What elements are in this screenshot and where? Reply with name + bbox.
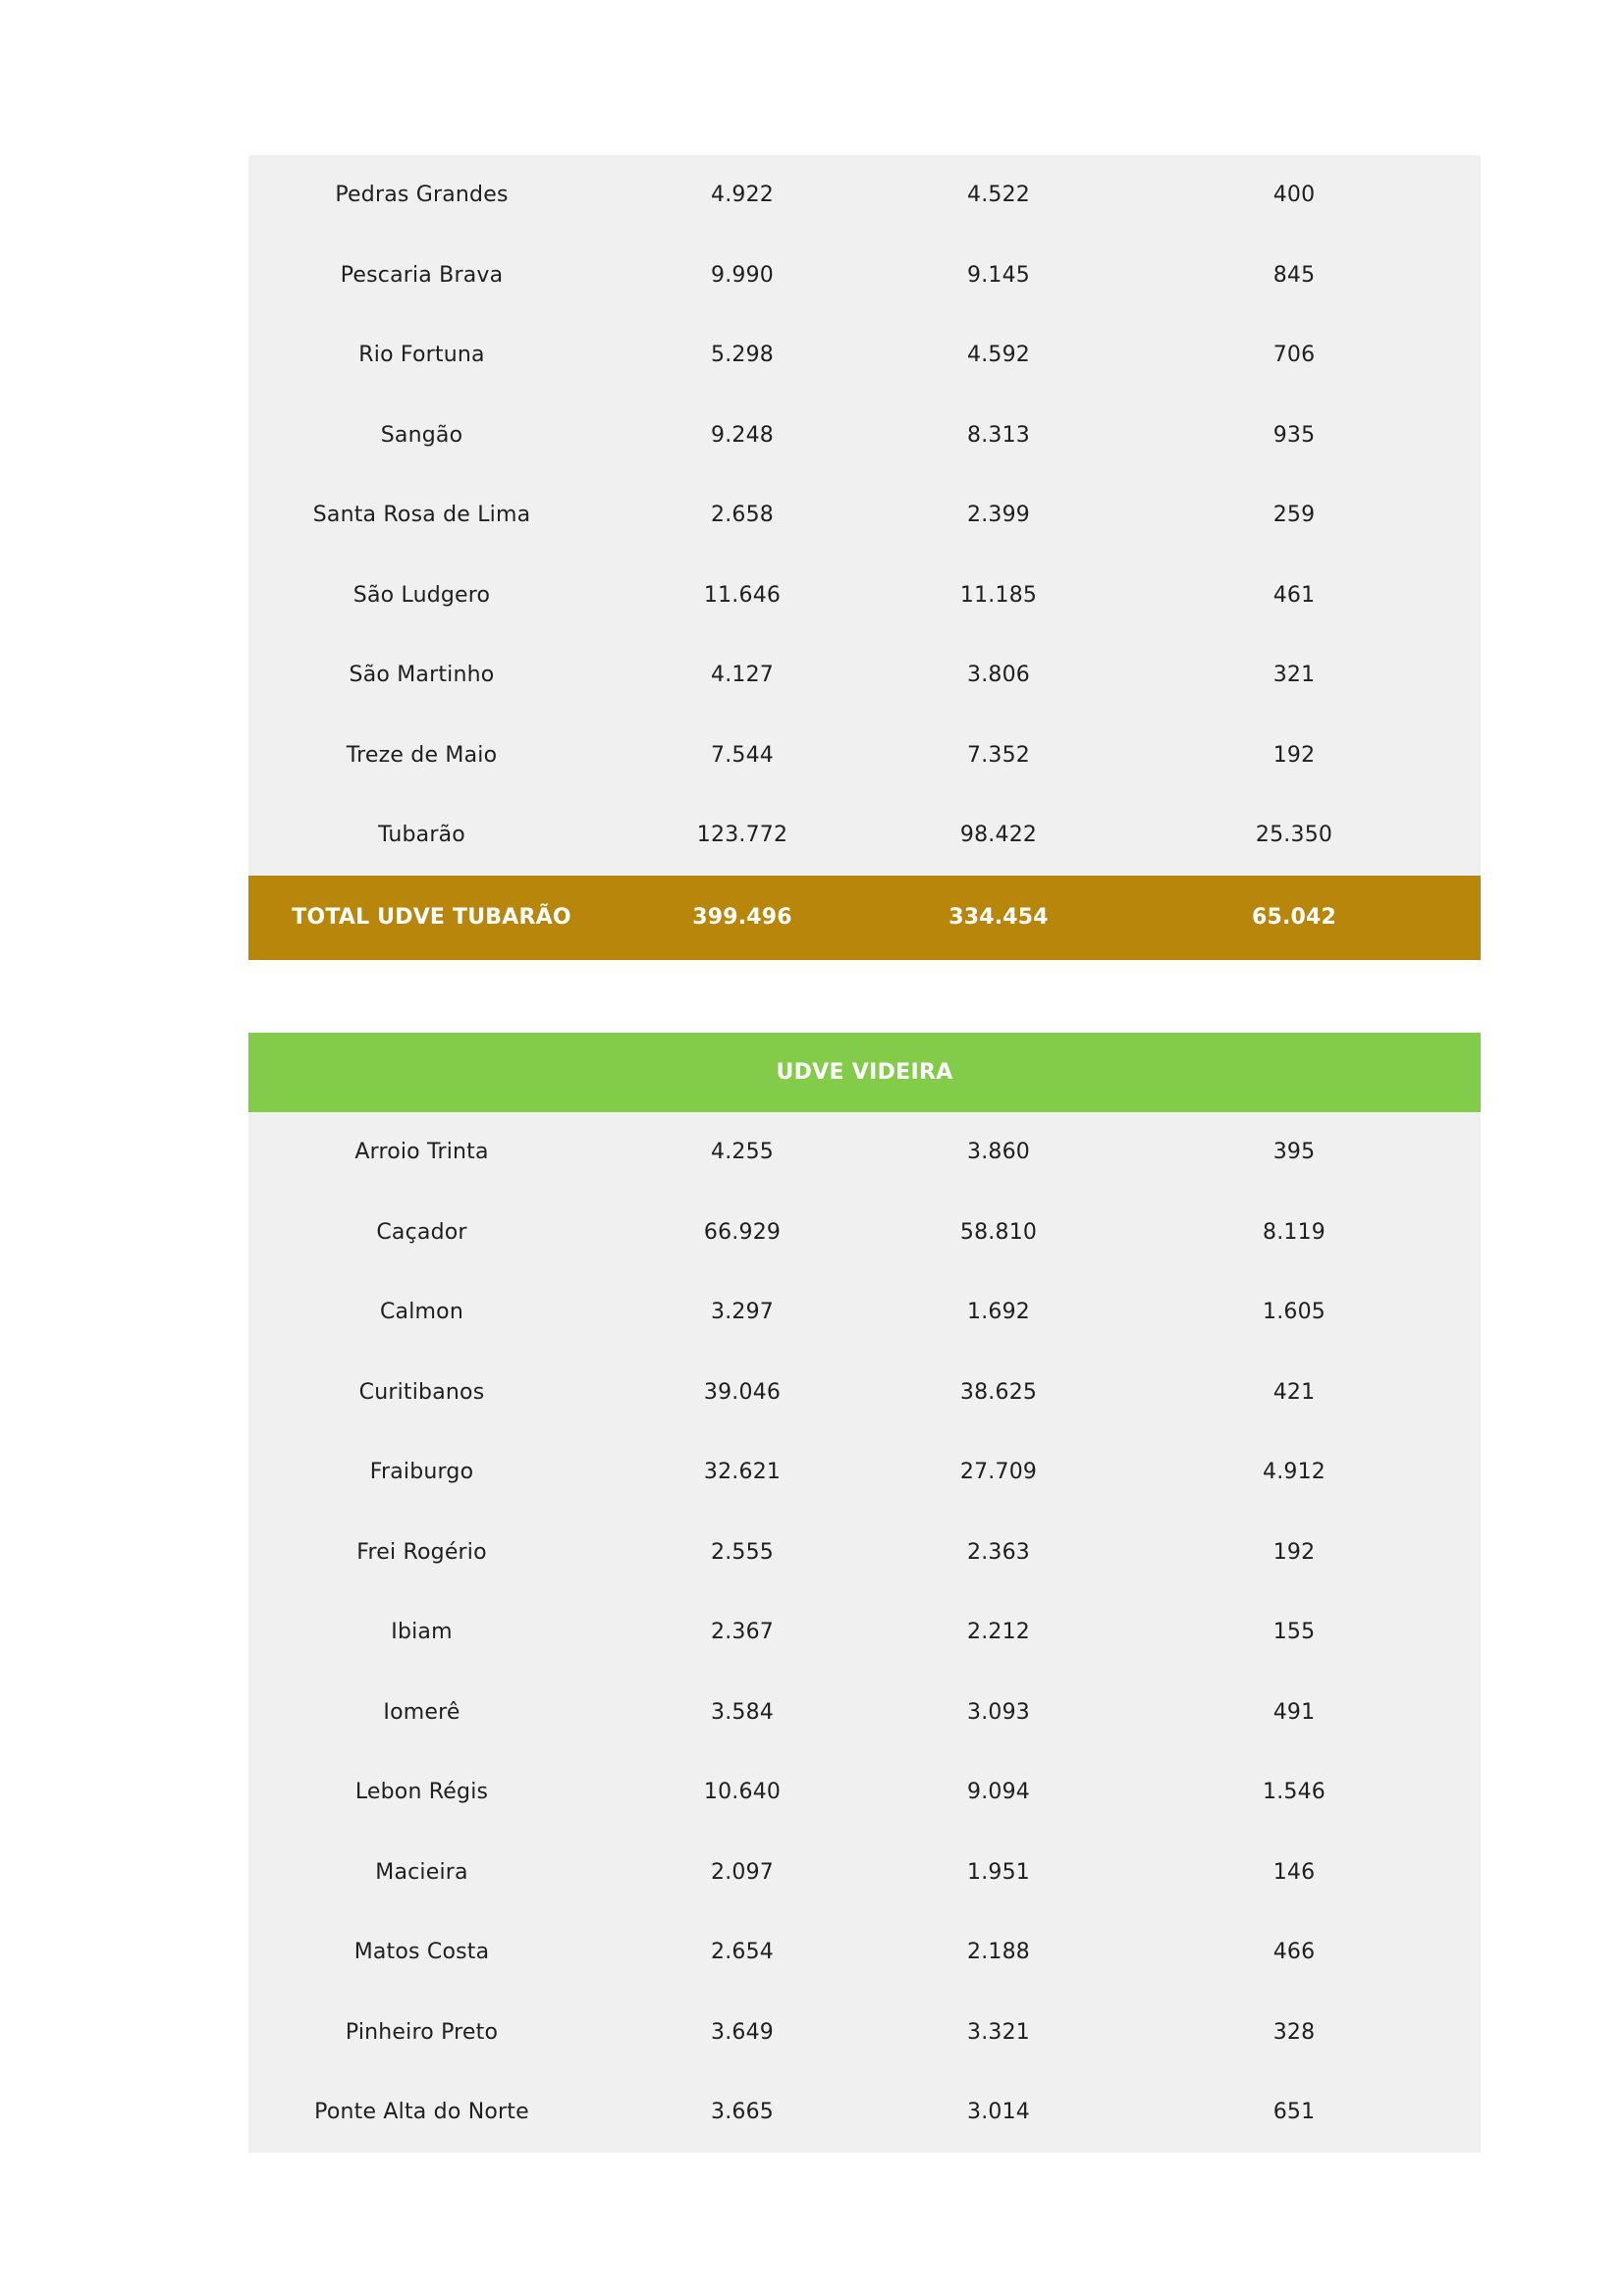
value-col-2: 1.951 (967, 1859, 1030, 1885)
municipality-name: Ibiam (391, 1620, 453, 1645)
value-col-2: 27.709 (959, 1460, 1038, 1485)
table-row (248, 1432, 1481, 1513)
value-col-3: 4.912 (1263, 1460, 1326, 1485)
municipality-name: Caçador (376, 1219, 467, 1245)
value-col-3: 421 (1272, 1379, 1316, 1405)
value-col-3: 1.605 (1263, 1300, 1326, 1325)
value-col-1: 4.127 (711, 663, 774, 688)
total-value-3: 65.042 (1251, 905, 1337, 930)
table-row (248, 155, 1481, 236)
municipality-name: Sangão (380, 422, 463, 448)
value-col-3: 146 (1272, 1859, 1316, 1885)
table-row (248, 1912, 1481, 1993)
value-col-3: 321 (1272, 663, 1316, 688)
value-col-1: 39.046 (703, 1379, 782, 1405)
value-col-3: 8.119 (1263, 1219, 1326, 1245)
table-row (248, 1193, 1481, 1273)
value-col-2: 9.145 (967, 262, 1030, 288)
value-col-2: 3.093 (967, 1699, 1030, 1725)
value-col-1: 3.665 (711, 2100, 774, 2125)
value-col-2: 4.522 (967, 183, 1030, 208)
value-col-1: 3.649 (711, 2019, 774, 2045)
total-row (248, 876, 1481, 960)
tubarao-rows (248, 155, 1481, 876)
municipality-name: São Martinho (349, 663, 495, 688)
table-row (248, 1272, 1481, 1353)
value-col-1: 5.298 (711, 343, 774, 368)
value-col-2: 2.188 (967, 1940, 1030, 1965)
value-col-2: 3.014 (967, 2100, 1030, 2125)
total-value-2: 334.454 (948, 905, 1049, 930)
value-col-3: 328 (1272, 2019, 1316, 2045)
municipality-name: Calmon (380, 1300, 463, 1325)
value-col-1: 123.772 (696, 823, 788, 848)
value-col-3: 400 (1272, 183, 1316, 208)
section-header: UDVE VIDEIRA (248, 1033, 1481, 1112)
total-value-1: 399.496 (692, 905, 792, 930)
value-col-1: 4.255 (711, 1140, 774, 1165)
value-col-1: 10.640 (703, 1780, 782, 1805)
value-col-3: 1.546 (1263, 1780, 1326, 1805)
value-col-1: 32.621 (703, 1460, 782, 1485)
value-col-1: 11.646 (703, 582, 782, 608)
value-col-3: 192 (1272, 1539, 1316, 1565)
value-col-1: 2.097 (711, 1859, 774, 1885)
table-row (248, 2072, 1481, 2153)
value-col-3: 845 (1272, 262, 1316, 288)
table-row (248, 1353, 1481, 1433)
value-col-3: 651 (1272, 2100, 1316, 2125)
table-row (248, 1673, 1481, 1753)
value-col-3: 395 (1272, 1140, 1316, 1165)
table-row (248, 1833, 1481, 1913)
videira-rows (248, 1112, 1481, 2153)
table-row (248, 795, 1481, 876)
value-col-2: 3.806 (967, 663, 1030, 688)
table-row (248, 396, 1481, 476)
municipality-name: Iomerê (383, 1699, 460, 1725)
municipality-name: Pescaria Brava (340, 262, 504, 288)
value-col-2: 7.352 (967, 742, 1030, 768)
municipality-name: Curitibanos (358, 1379, 485, 1405)
value-col-2: 2.212 (967, 1620, 1030, 1645)
udve-tubarao-table (248, 155, 1481, 960)
value-col-2: 9.094 (967, 1780, 1030, 1805)
value-col-1: 9.248 (711, 422, 774, 448)
value-col-1: 2.367 (711, 1620, 774, 1645)
table-row (248, 1513, 1481, 1593)
value-col-1: 4.922 (711, 183, 774, 208)
municipality-name: Tubarão (378, 823, 465, 848)
value-col-1: 9.990 (711, 262, 774, 288)
municipality-name: Ponte Alta do Norte (314, 2100, 529, 2125)
value-col-1: 2.555 (711, 1539, 774, 1565)
municipality-name: Macieira (375, 1859, 468, 1885)
value-col-2: 2.399 (967, 503, 1030, 528)
value-col-3: 935 (1272, 422, 1316, 448)
table-row (248, 1752, 1481, 1833)
total-label: TOTAL UDVE TUBARÃO (292, 905, 571, 930)
municipality-name: Matos Costa (353, 1940, 490, 1965)
value-col-2: 98.422 (959, 823, 1038, 848)
value-col-1: 2.658 (711, 503, 774, 528)
municipality-name: Treze de Maio (346, 742, 498, 768)
municipality-name: Pedras Grandes (335, 183, 509, 208)
value-col-2: 58.810 (959, 1219, 1038, 1245)
table-row (248, 236, 1481, 316)
value-col-3: 461 (1272, 582, 1316, 608)
municipality-name: Pinheiro Preto (345, 2019, 499, 2045)
value-col-2: 2.363 (967, 1539, 1030, 1565)
municipality-name: São Ludgero (352, 582, 491, 608)
table-row (248, 716, 1481, 796)
table-row (248, 315, 1481, 396)
value-col-1: 3.584 (711, 1699, 774, 1725)
value-col-2: 3.860 (967, 1140, 1030, 1165)
table-row (248, 635, 1481, 716)
value-col-2: 1.692 (967, 1300, 1030, 1325)
value-col-3: 466 (1272, 1940, 1316, 1965)
municipality-name: Frei Rogério (356, 1539, 487, 1565)
value-col-2: 3.321 (967, 2019, 1030, 2045)
value-col-2: 38.625 (959, 1379, 1038, 1405)
municipality-name: Fraiburgo (369, 1460, 474, 1485)
value-col-1: 2.654 (711, 1940, 774, 1965)
table-row (248, 556, 1481, 636)
value-col-3: 706 (1272, 343, 1316, 368)
value-col-1: 7.544 (711, 742, 774, 768)
value-col-2: 8.313 (967, 422, 1030, 448)
municipality-name: Arroio Trinta (354, 1140, 489, 1165)
value-col-3: 25.350 (1255, 823, 1333, 848)
municipality-name: Santa Rosa de Lima (312, 503, 531, 528)
value-col-3: 259 (1272, 503, 1316, 528)
table-row (248, 1993, 1481, 2073)
value-col-2: 4.592 (967, 343, 1030, 368)
value-col-2: 11.185 (959, 582, 1038, 608)
udve-videira-table (248, 1033, 1481, 2153)
municipality-name: Lebon Régis (354, 1780, 489, 1805)
table-row (248, 1112, 1481, 1193)
value-col-1: 66.929 (703, 1219, 782, 1245)
table-row (248, 1592, 1481, 1673)
value-col-3: 192 (1272, 742, 1316, 768)
municipality-name: Rio Fortuna (358, 343, 485, 368)
table-row (248, 475, 1481, 556)
value-col-3: 491 (1272, 1699, 1316, 1725)
value-col-3: 155 (1272, 1620, 1316, 1645)
value-col-1: 3.297 (711, 1300, 774, 1325)
